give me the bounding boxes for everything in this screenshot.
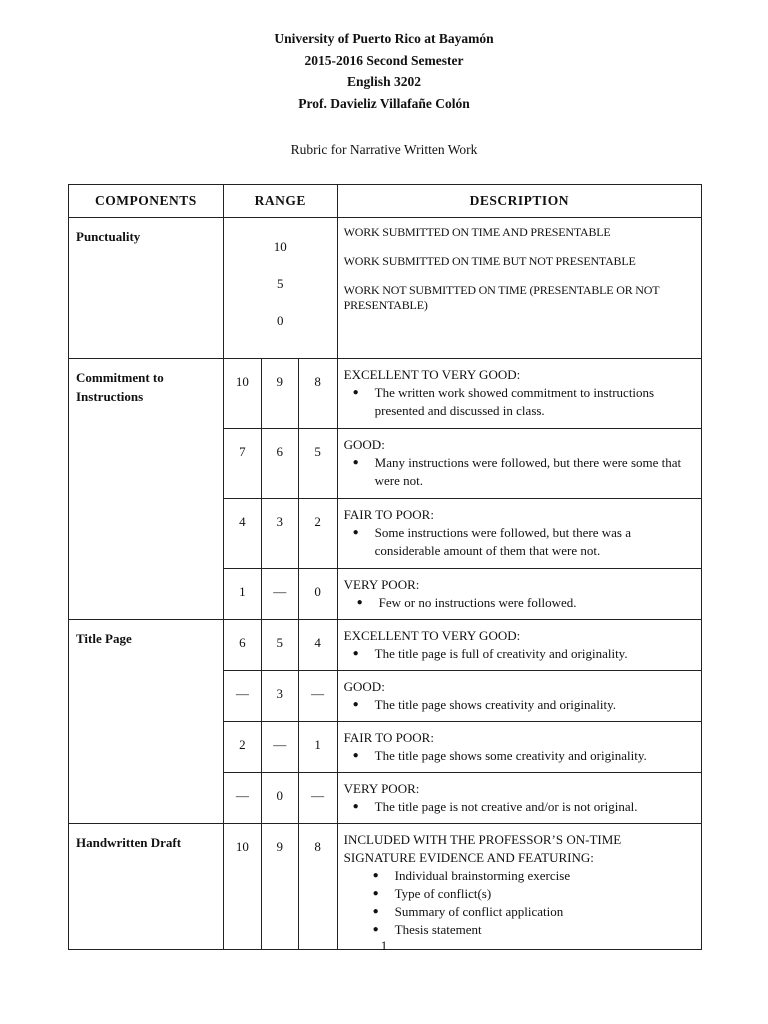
table-row [69,824,702,950]
table-header-row [69,185,702,218]
level-label: VERY POOR: [343,577,420,592]
range-value: 4 [298,620,337,671]
description-cell [337,671,701,722]
component-commitment: Commitment to Instructions [69,359,224,620]
document-header [0,28,768,114]
range-value: 7 [223,429,261,499]
bullet-item: ● The written work showed commitment to instructions presented and discussed in class. [371,384,695,420]
header-range: RANGE [223,185,337,218]
range-value: 6 [261,429,298,499]
level-label: FAIR TO POOR: [343,730,434,745]
component-handwritten-draft: Handwritten Draft [69,824,224,950]
page-number: 1 [380,938,388,953]
punctuality-desc: WORK SUBMITTED ON TIME AND PRESENTABLE [343,225,611,239]
range-value: 0 [276,313,284,328]
punctuality-desc: WORK SUBMITTED ON TIME BUT NOT PRESENTABLE [343,254,636,268]
university-name: University of Puerto Rico at Bayamón [274,31,494,46]
range-value: 3 [261,499,298,569]
bullet-item: ● Individual brainstorming exercise [391,867,695,885]
range-value: — [298,773,337,824]
bullet-item: ● The title page shows some creativity and originality. [371,747,695,765]
range-value: 9 [261,824,298,950]
description-cell [337,499,701,569]
component-punctuality: Punctuality [69,218,224,359]
range-punctuality [223,218,337,359]
description-cell [337,359,701,429]
range-value: 9 [261,359,298,429]
semester: 2015-2016 Second Semester [304,52,464,68]
range-value: 6 [223,620,261,671]
range-value: 1 [298,722,337,773]
table-row [69,218,702,359]
range-value: 1 [223,569,261,620]
professor: Prof. Davieliz Villafañe Colón [298,95,470,111]
range-value: 5 [261,620,298,671]
range-value: — [261,569,298,620]
bullet-item: ● Few or no instructions were followed. [375,594,695,612]
bullet-item: ● The title page is full of creativity and originality. [371,645,695,663]
rubric-table [68,184,702,950]
bullet-item: ● Summary of conflict application [391,903,695,921]
bullet-item: ● The title page shows creativity and originality. [371,696,695,714]
range-value: 2 [223,722,261,773]
table-row [69,359,702,429]
bullet-item: ● Type of conflict(s) [391,885,695,903]
description-cell [337,429,701,499]
range-value: 5 [298,429,337,499]
punctuality-desc: WORK NOT SUBMITTED ON TIME (PRESENTABLE OR NOT PRESENTABLE) [343,283,660,312]
bullet-item: ● The title page is not creative and/or is not original. [371,798,695,816]
range-value: — [261,722,298,773]
range-value: 2 [298,499,337,569]
level-label: EXCELLENT TO VERY GOOD: [343,367,521,382]
range-value: 0 [261,773,298,824]
description-cell [337,620,701,671]
description-cell [337,722,701,773]
description-cell [337,569,701,620]
table-row [69,620,702,671]
description-cell [337,824,701,950]
header-components: COMPONENTS [69,185,224,218]
range-value: 10 [223,359,261,429]
level-label: VERY POOR: [343,781,420,796]
range-value: 8 [298,824,337,950]
range-value: 0 [298,569,337,620]
range-value: 5 [276,276,284,291]
description-cell [337,773,701,824]
range-value: 4 [223,499,261,569]
course: English 3202 [347,74,421,89]
component-title-page: Title Page [69,620,224,824]
level-label: GOOD: [343,437,385,452]
range-value: — [223,671,261,722]
level-label: FAIR TO POOR: [343,507,434,522]
bullet-item: ● Many instructions were followed, but there were some that were not. [371,454,695,490]
range-value: — [298,671,337,722]
range-value: 10 [273,239,287,254]
range-value: 10 [223,824,261,950]
level-label: INCLUDED WITH THE PROFESSOR’S ON-TIME SIGNATURE EVIDENCE AND FEATURING: [343,832,622,865]
level-label: EXCELLENT TO VERY GOOD: [343,628,521,643]
range-value: — [223,773,261,824]
level-label: GOOD: [343,679,385,694]
header-description: DESCRIPTION [337,185,701,218]
range-value: 3 [261,671,298,722]
range-value: 8 [298,359,337,429]
rubric-title: Rubric for Narrative Written Work [290,142,478,157]
bullet-item: ● Thesis statement [391,921,695,939]
bullet-item: ● Some instructions were followed, but there was a considerable amount of them that were not. [371,524,695,560]
description-punctuality [337,218,701,359]
